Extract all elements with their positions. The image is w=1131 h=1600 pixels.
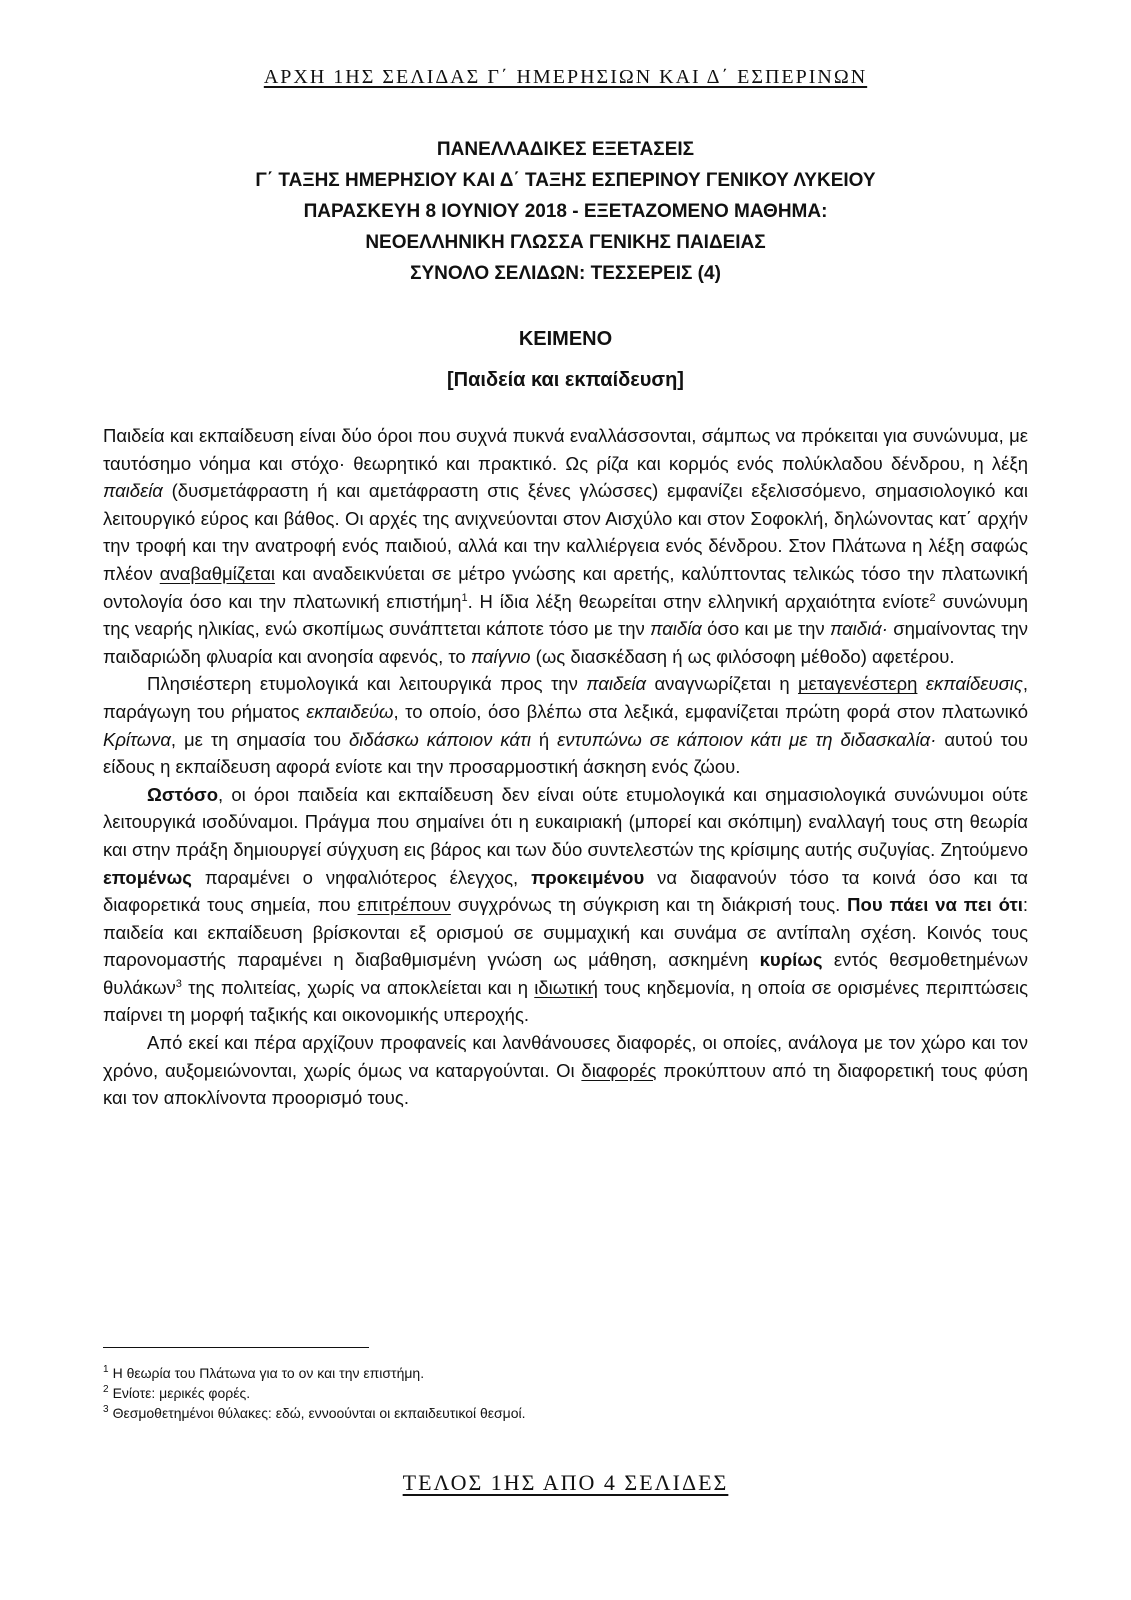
- text-run: συνώνυμη της νεαρής ηλικίας, ενώ σκοπίμως συνάπτεται κάποτε τόσο με την: [103, 590, 1029, 640]
- footnote-divider: [103, 1347, 369, 1348]
- text-run: : παιδεία και εκπαίδευση βρίσκονται εξ ορισμού σε συμμαχική και συνάμα σε αντίπαλη σχέση. Κοινός τους παρονομαστής παραμένει η διαβαθμισμένη γνώση ως μάθηση, ασκημένη: [103, 894, 1028, 971]
- body-text: [103, 422, 1028, 1112]
- italic-term: Κρίτωνα: [103, 728, 171, 750]
- bold-term: Που πάει να πει ότι: [847, 894, 1023, 916]
- footnote-ref: 1: [461, 591, 468, 604]
- bold-term: επομένως: [103, 866, 192, 888]
- text-run: συγχρόνως τη σύγκριση και τη διάκρισή τους.: [450, 894, 848, 916]
- paragraph: [103, 422, 1028, 670]
- text-subtitle: [Παιδεία και εκπαίδευση]: [447, 369, 684, 391]
- italic-term: παιδία: [650, 618, 702, 640]
- italic-term: διδάσκω κάποιον κάτι: [349, 728, 531, 750]
- footnote-number: 3: [103, 1404, 109, 1416]
- footnote-text: Θεσμοθετημένοι θύλακες: εδώ, εννοούνται οι εκπαιδευτικοί θεσμοί.: [112, 1405, 526, 1421]
- title-line: ΣΥΝΟΛΟ ΣΕΛΙΔΩΝ: ΤΕΣΣΕΡΕΙΣ (4): [410, 263, 721, 284]
- text-run: [917, 673, 925, 694]
- underlined-term: μεταγενέστερη: [798, 673, 918, 695]
- footnote-item: [103, 1403, 1003, 1423]
- text-run: σημαίνοντας την παιδαριώδη φλυαρία και ανοησία αφενός, το: [103, 618, 1028, 667]
- exam-title-block: [0, 134, 1131, 289]
- paragraph: [103, 670, 1028, 780]
- text-run: Πλησιέστερη ετυμολογικά και λειτουργικά προς την: [147, 673, 587, 695]
- text-run: , παράγωγη του ρήματος: [103, 673, 1028, 722]
- text-run: εντός θεσμοθετημένων θυλάκων: [103, 949, 1029, 998]
- title-line: Γ΄ ΤΑΞΗΣ ΗΜΕΡΗΣΙΟΥ ΚΑΙ Δ΄ ΤΑΞΗΣ ΕΣΠΕΡΙΝΟΥ ΓΕΝΙΚΟΥ ΛΥΚΕΙΟΥ: [255, 170, 876, 191]
- footnote-number: 1: [103, 1364, 109, 1376]
- bold-term: προκειμένου: [531, 866, 645, 888]
- text-run: Από εκεί και πέρα αρχίζουν προφανείς και λανθάνουσες διαφορές, οι οποίες, ανάλογα με τον χώρο και τον χρόνο, αυξομειώνονται, χωρίς όμως να καταργούνται. Οι: [103, 1032, 1028, 1081]
- footnote-text: Η θεωρία του Πλάτωνα για το ον και την επιστήμη.: [112, 1365, 425, 1381]
- text-run: , το οποίο, όσο βλέπω στα λεξικά, εμφανίζεται πρώτη φορά στον πλατωνικό: [393, 700, 1028, 722]
- title-line: ΠΑΝΕΛΛΑΔΙΚΕΣ ΕΞΕΤΑΣΕΙΣ: [436, 139, 695, 160]
- page-footer: [0, 1470, 1131, 1496]
- text-run: όσο και με την: [701, 618, 830, 640]
- paragraph: [103, 781, 1028, 1029]
- text-run: (δυσμετάφραστη ή και αμετάφραστη στις ξένες γλώσσες) εμφανίζει εξελισσόμενο, σημασιολογικό και λειτουργικό εύρος και βάθος. Οι αρχές της ανιχνεύονται στον Αισχύλο και στον Σοφοκλή, δηλώνοντας κατ΄ αρχήν την τροφή και την ανατροφή ενός παιδιού, αλλά και την καλλιέργεια ενός δένδρου. Στον Πλάτωνα η λέξη σαφώς πλέον: [103, 480, 1028, 584]
- footnote-number: 2: [103, 1384, 109, 1396]
- text-run: τους κηδεμονία, η οποία σε ορισμένες περιπτώσεις παίρνει τη μορφή ταξικής και οικονομικής υπεροχής.: [103, 976, 1028, 1026]
- text-run: της πολιτείας, χωρίς να αποκλείεται και η: [181, 976, 535, 998]
- text-run: ή: [530, 728, 558, 750]
- italic-term: παιδεία: [103, 480, 163, 502]
- underlined-term: ιδιωτική: [534, 976, 598, 998]
- italic-term: εντυπώνω σε κάποιον κάτι με τη διδασκαλία·: [557, 728, 937, 750]
- footnote-ref: 3: [175, 977, 182, 990]
- paragraph: [103, 1029, 1028, 1112]
- footnote-item: [103, 1363, 1003, 1383]
- text-run: Παιδεία και εκπαίδευση είναι δύο όροι που συχνά πυκνά εναλλάσσονται, σάμπως να πρόκειται για συνώνυμα, με ταυτόσημο νόημα και στόχο· θεωρητικό και πρακτικό. Ως ρίζα και κορμός ενός πολύκλαδου δένδρου, η λέξη: [103, 425, 1028, 474]
- page-footer-text: ΤΕΛΟΣ 1ΗΣ ΑΠΟ 4 ΣΕΛΙΔΕΣ: [402, 1470, 729, 1495]
- text-run: προκύπτουν από τη διαφορετική τους φύση και τον αποκλίνοντα προορισμό τους.: [103, 1059, 1028, 1109]
- footnote-text: Ενίοτε: μερικές φορές.: [112, 1385, 251, 1401]
- title-line: ΠΑΡΑΣΚΕΥΗ 8 ΙΟΥΝΙΟΥ 2018 - ΕΞΕΤΑΖΟΜΕΝΟ ΜΑΘΗΜΑ:: [303, 201, 828, 222]
- italic-term: εκπαιδεύω: [306, 700, 394, 722]
- footnote-item: [103, 1383, 1003, 1403]
- page-header-text: ΑΡΧΗ 1ΗΣ ΣΕΛΙΔΑΣ Γ΄ ΗΜΕΡΗΣΙΩΝ ΚΑΙ Δ΄ ΕΣΠΕΡΙΝΩΝ: [263, 66, 868, 88]
- italic-term: παιδεία: [586, 673, 647, 695]
- section-heading: ΚΕΙΜΕΝΟ: [518, 328, 613, 350]
- text-run: να διαφανούν τόσο τα κοινά όσο και τα διαφορετικά τους σημεία, που: [103, 866, 1029, 916]
- footnotes: [103, 1363, 1003, 1423]
- footnote-ref: 2: [929, 591, 936, 604]
- underlined-term: διαφορές: [581, 1059, 657, 1081]
- text-run: και αναδεικνύεται σε μέτρο γνώσης και αρετής, καλύπτοντας τελικώς τόσο την πλατωνική οντολογία όσο και την πλατωνική επιστήμη: [103, 562, 1028, 612]
- text-run: (ως διασκέδαση ή ως φιλόσοφη μέθοδο) αφετέρου.: [530, 645, 955, 667]
- italic-term: εκπαίδευσις: [925, 673, 1023, 695]
- italic-term: παιδιά·: [830, 618, 888, 640]
- italic-term: παίγνιο: [470, 645, 531, 667]
- text-run: αναγνωρίζεται η: [646, 673, 798, 695]
- bold-term: Ωστόσο: [147, 783, 219, 805]
- title-line: ΝΕΟΕΛΛΗΝΙΚΗ ΓΛΩΣΣΑ ΓΕΝΙΚΗΣ ΠΑΙΔΕΙΑΣ: [365, 232, 766, 253]
- text-run: . Η ίδια λέξη θεωρείται στην ελληνική αρχαιότητα ενίοτε: [467, 590, 930, 612]
- bold-term: κυρίως: [759, 949, 823, 971]
- text-run: , με τη σημασία του: [170, 728, 350, 750]
- text-run: αυτού του είδους η εκπαίδευση αφορά ενίοτε και την προσαρμοστική άσκηση ενός ζώου.: [103, 728, 1028, 778]
- page-header: [0, 66, 1131, 89]
- underlined-term: αναβαθμίζεται: [159, 562, 276, 584]
- underlined-term: επιτρέπουν: [357, 894, 451, 916]
- text-run: , οι όροι παιδεία και εκπαίδευση δεν είναι ούτε ετυμολογικά και σημασιολογικά συνώνυμοι ούτε λειτουργικά ισοδύναμοι. Πράγμα που σημαίνει ότι η ευκαιριακή (μπορεί και σκόπιμη) εναλλαγή τους στη θεωρία και στην πράξη δημιουργεί σύγχυση εις βάρος και των δύο συντελεστών της κρίσιμης αυτής συζυγίας. Ζητούμενο: [103, 783, 1028, 860]
- text-run: παραμένει ο νηφαλιότερος έλεγχος,: [191, 866, 532, 888]
